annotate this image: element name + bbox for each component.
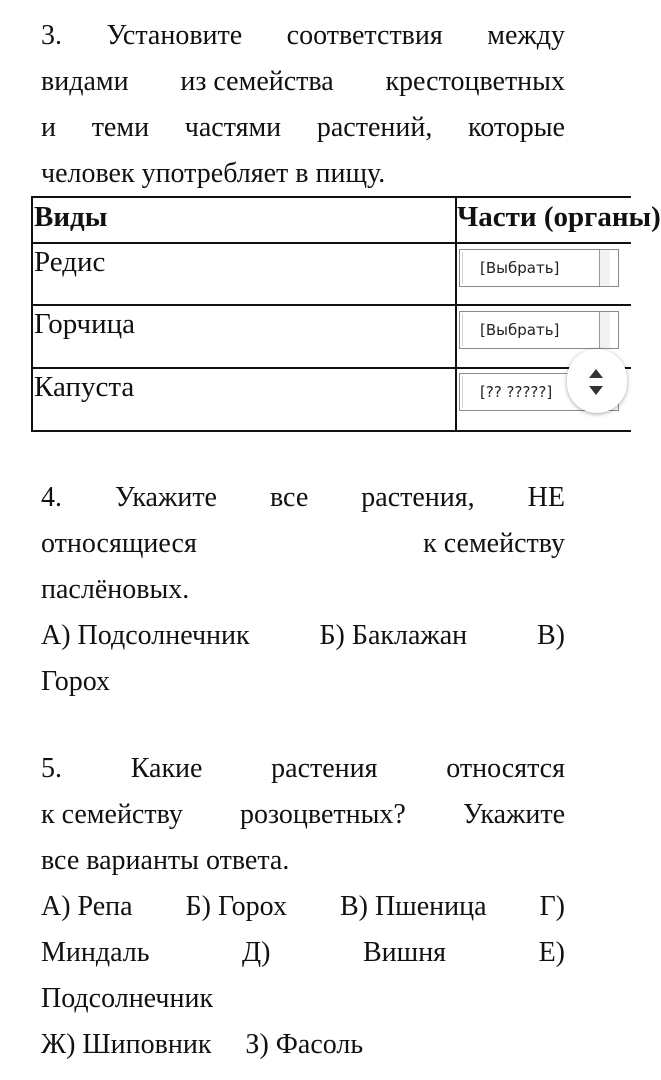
q5-line-3 <box>41 838 565 884</box>
answer-option: Вишня <box>362 937 447 968</box>
word: все <box>270 482 309 513</box>
q4-line-1 <box>41 475 565 521</box>
q5-line-1 <box>41 746 565 792</box>
select-radish-button[interactable] <box>599 250 610 286</box>
word: относятся <box>446 753 565 784</box>
word: 4. <box>41 482 62 513</box>
q3-line-3 <box>41 105 565 151</box>
answer-option: Е) <box>538 937 565 968</box>
select-mustard-button[interactable] <box>599 312 610 348</box>
row-species-3: Капуста <box>34 371 135 403</box>
word: которые <box>468 112 565 143</box>
word: и <box>41 112 56 143</box>
q4-answer-line-1 <box>41 613 565 659</box>
word: НЕ <box>527 482 565 513</box>
word: розоцветных? <box>240 799 406 830</box>
q4-answer-line-2 <box>41 659 565 705</box>
word: теми <box>91 112 150 143</box>
word: Укажите <box>463 799 565 830</box>
word: между <box>487 20 565 51</box>
row-species-1: Редис <box>34 246 106 278</box>
word: соответствия <box>286 20 443 51</box>
select-cabbage[interactable]: [?? ?????] <box>459 373 619 411</box>
q5-answer-line-3 <box>41 976 565 1022</box>
word: растений, <box>316 112 433 143</box>
q3-line-1 <box>41 13 565 59</box>
word: из семейства <box>180 66 334 97</box>
q5-answer-line-2 <box>41 930 565 976</box>
word: паслёновых. <box>41 574 190 605</box>
answer-option: Миндаль <box>41 937 150 968</box>
word: крестоцветных <box>385 66 565 97</box>
word: 3. <box>41 20 62 51</box>
table-border-row3 <box>31 367 631 369</box>
q5-line-2 <box>41 792 565 838</box>
answer-option: А) Подсолнечник <box>41 620 250 651</box>
word: Какие <box>130 753 203 784</box>
word: растения, <box>361 482 475 513</box>
word: Установите <box>106 20 243 51</box>
q5-answer-line-4 <box>41 1022 565 1068</box>
answer-option: Горох <box>41 666 111 697</box>
answer-option: Ж) Шиповник <box>41 1029 212 1060</box>
q3-line-4 <box>41 151 565 197</box>
answer-option: В) <box>537 620 565 651</box>
word: все варианты ответа. <box>41 845 290 876</box>
word: человек употребляет в пищу. <box>41 158 386 189</box>
answer-option: А) Репа <box>41 891 133 922</box>
word: растения <box>271 753 378 784</box>
header-species: Виды <box>34 201 108 233</box>
select-mustard[interactable]: [Выбрать] <box>459 311 619 349</box>
answer-option: В) Пшеница <box>339 891 487 922</box>
row-species-2: Горчица <box>34 308 135 340</box>
word: к семейству <box>41 799 183 830</box>
table-border-left <box>31 196 33 432</box>
q4-line-2 <box>41 521 565 567</box>
header-parts: Части (органы) <box>457 201 661 233</box>
question-4-text <box>41 475 565 705</box>
word: частями <box>184 112 282 143</box>
table-border-row2 <box>31 304 631 306</box>
answer-option: Д) <box>242 937 271 968</box>
select-radish[interactable]: [Выбрать] <box>459 249 619 287</box>
q3-line-2 <box>41 59 565 105</box>
word: относящиеся <box>41 528 197 559</box>
answer-option: Подсолнечник <box>41 983 214 1014</box>
word: Укажите <box>115 482 217 513</box>
up-down-arrows-icon[interactable] <box>567 349 627 413</box>
question-3-text <box>41 13 565 197</box>
question-5-text <box>41 746 565 1068</box>
answer-option: З) Фасоль <box>245 1029 364 1060</box>
table-border-bottom <box>31 430 631 432</box>
table-border-top <box>31 196 631 198</box>
word: 5. <box>41 753 62 784</box>
q4-line-3 <box>41 567 565 613</box>
table-border-row1 <box>31 242 631 244</box>
answer-option: Г) <box>539 891 565 922</box>
answer-option: Б) Баклажан <box>319 620 468 651</box>
q5-answer-line-1 <box>41 884 565 930</box>
word: видами <box>41 66 129 97</box>
answer-option: Б) Горох <box>185 891 287 922</box>
word: к семейству <box>423 528 565 559</box>
